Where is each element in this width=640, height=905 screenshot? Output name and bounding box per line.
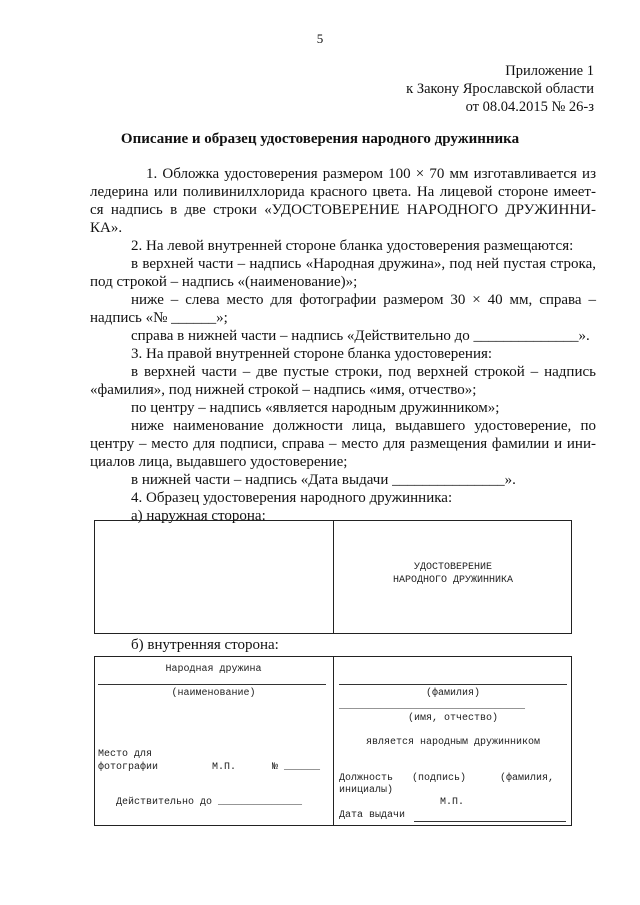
page-number: 5	[316, 31, 324, 46]
p3-line-1: 3. На правой внутренней стороне бланка удостоверения:	[131, 346, 493, 362]
document-title: Описание и образец удостоверения народного дружинника	[120, 131, 520, 147]
p3-line-7: циалов лица, выдавшего удостоверение;	[90, 454, 348, 470]
p3-line-5: ниже наименование должности лица, выдавшего удостоверение, по	[131, 418, 596, 434]
appendix-line-3: от 08.04.2015 № 26-з	[465, 99, 594, 115]
appendix-line-2: к Закону Ярославской области	[406, 81, 594, 97]
p1-line-1: 1. Обложка удостоверения размером 100 × 70 мм изготавливается из	[146, 166, 596, 182]
initials-label: инициалы)	[339, 785, 394, 796]
p1-line-4: КА».	[90, 220, 123, 236]
org-label: Народная дружина	[165, 664, 262, 675]
p3-line-3: «фамилия», под нижней строкой – надпись «имя, отчество»;	[90, 382, 477, 398]
p3-line-2: в верхней части – две пустые строки, под верхней строкой – надпись	[131, 364, 596, 380]
left-stamp-label: М.П.	[212, 762, 237, 773]
number-label: № ______	[272, 762, 321, 773]
appendix-line-1: Приложение 1	[505, 63, 594, 79]
issue-date-label: Дата выдачи	[339, 810, 406, 821]
org-name-line	[98, 684, 326, 685]
p4-line-1: 4. Образец удостоверения народного дружинника:	[131, 490, 453, 506]
photo-label-1: Место для	[98, 749, 153, 760]
p2-line-2: в верхней части – надпись «Народная дружина», под ней пустая строка,	[131, 256, 596, 272]
signature-label: (подпись)	[412, 773, 467, 784]
p3-line-4: по центру – надпись «является народным дружинником»;	[131, 400, 500, 416]
surname-caption: (фамилия)	[425, 688, 480, 699]
name-caption: (имя, отчество)	[407, 713, 498, 724]
p1-line-3: ся надпись в две строки «УДОСТОВЕРЕНИЕ НАРОДНОГО ДРУЖИННИ-	[90, 202, 596, 218]
surname-initials-label: (фамилия,	[500, 773, 555, 784]
inner-side-label: б) внутренняя сторона:	[131, 637, 279, 653]
p1-line-2: ледерина или поливинилхлорида красного цвета. На лицевой стороне имеет-	[90, 184, 596, 200]
outer-side-label: а) наружная сторона:	[131, 508, 266, 524]
outer-title-line-1: УДОСТОВЕРЕНИЕ	[413, 562, 492, 573]
outer-title-line-2: НАРОДНОГО ДРУЖИННИКА	[392, 575, 514, 586]
org-name-caption: (наименование)	[171, 688, 256, 699]
position-label: Должность	[339, 773, 394, 784]
p2-line-3: под строкой – надпись «(наименование)»;	[90, 274, 358, 290]
valid-until-label: Действительно до ______________	[116, 797, 303, 808]
p3-line-8: в нижней части – надпись «Дата выдачи _______________».	[131, 472, 516, 488]
p3-line-6: центру – место для подписи, справа – место для размещения фамилии и ини-	[90, 436, 596, 452]
p2-line-4: ниже – слева место для фотографии размером 30 × 40 мм, справа –	[131, 292, 596, 308]
photo-label-2: фотографии	[98, 762, 159, 773]
surname-line	[339, 684, 567, 685]
p2-line-1: 2. На левой внутренней стороне бланка удостоверения размещаются:	[131, 238, 574, 254]
right-stamp-label: М.П.	[440, 797, 465, 808]
name-underline: _______________________________	[339, 701, 526, 712]
member-statement: является народным дружинником	[365, 737, 541, 748]
p2-line-6: справа в нижней части – надпись «Действительно до ______________».	[131, 328, 590, 344]
p2-line-5: надпись «№ ______»;	[90, 310, 228, 326]
issue-date-line	[414, 821, 566, 822]
